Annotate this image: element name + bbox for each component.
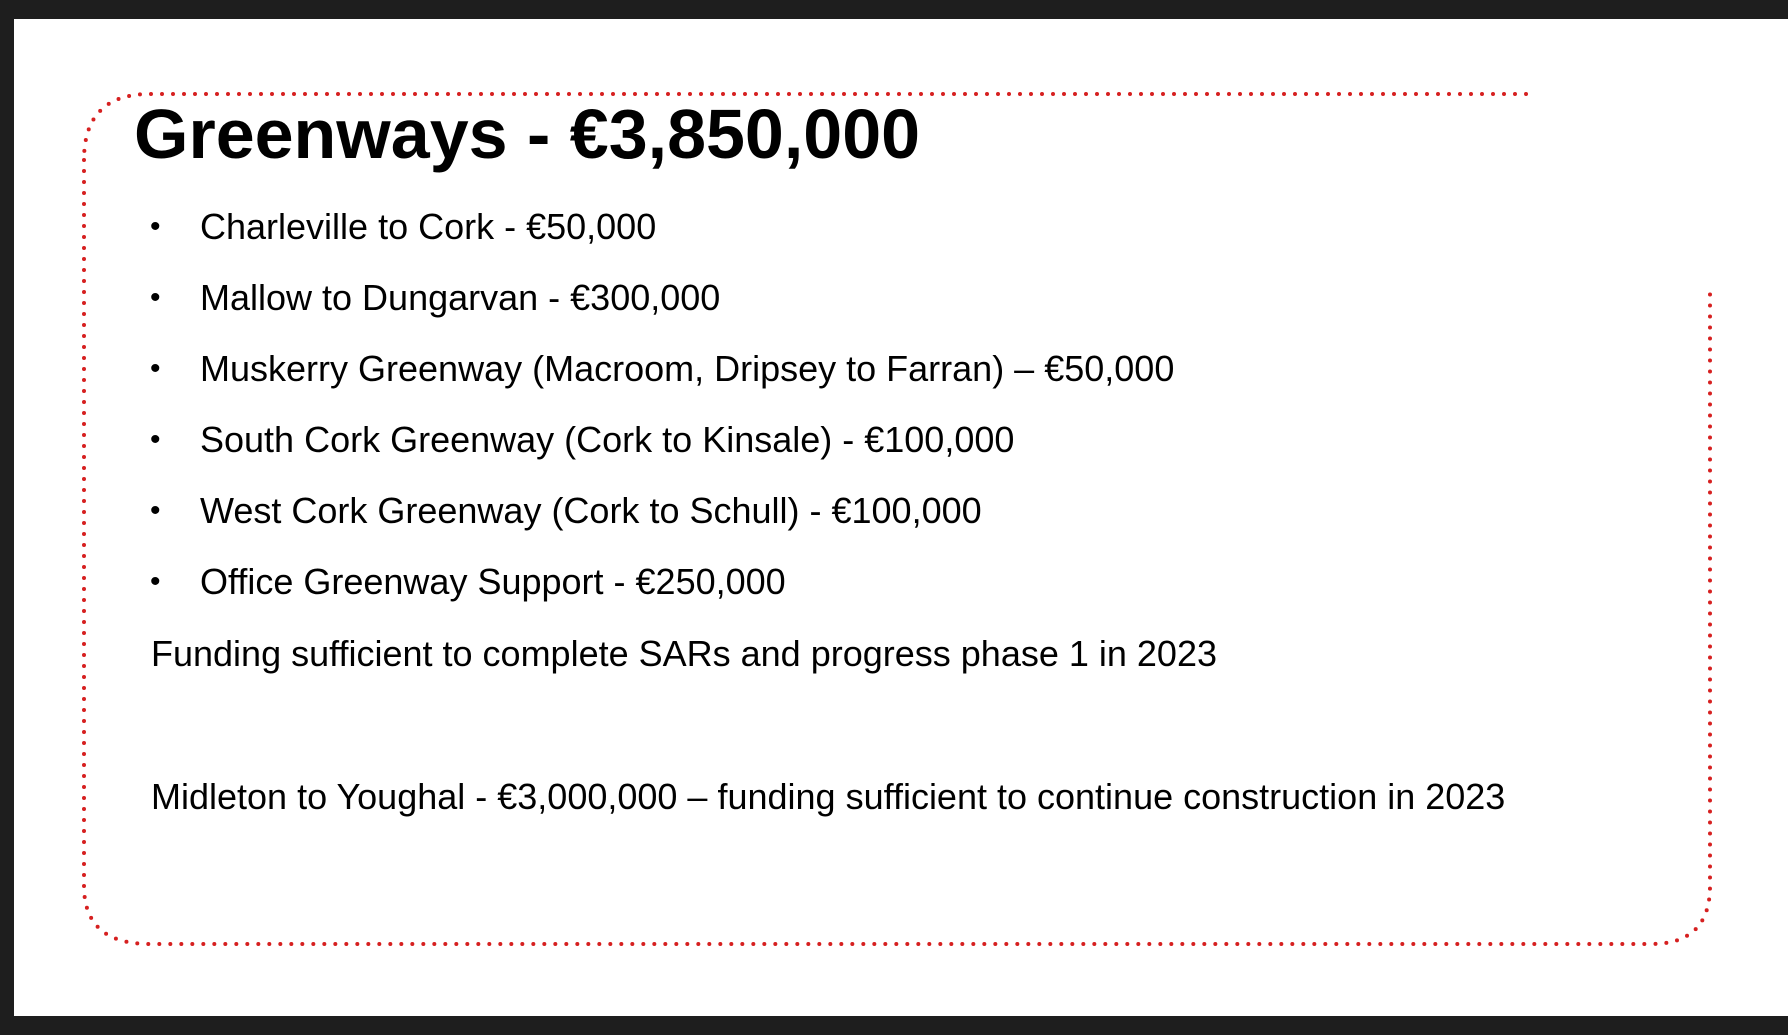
bullet-icon: •: [150, 210, 161, 243]
bullet-icon: •: [150, 423, 161, 456]
list-item-text: Office Greenway Support - €250,000: [200, 561, 786, 602]
bullet-icon: •: [150, 494, 161, 527]
list-item: [150, 277, 1174, 348]
list-item-text: South Cork Greenway (Cork to Kinsale) - €100,000: [200, 419, 1015, 460]
bullet-icon: •: [150, 352, 161, 385]
funding-note: Funding sufficient to complete SARs and progress phase 1 in 2023: [151, 633, 1217, 674]
bullet-icon: •: [150, 281, 161, 314]
list-item: [150, 561, 1174, 632]
list-item-text: West Cork Greenway (Cork to Schull) - €100,000: [200, 490, 982, 531]
greenway-list: [150, 206, 1174, 632]
list-item-text: Charleville to Cork - €50,000: [200, 206, 657, 247]
list-item: [150, 206, 1174, 277]
bullet-icon: •: [150, 565, 161, 598]
list-item: [150, 490, 1174, 561]
list-item: [150, 348, 1174, 419]
slide: [14, 19, 1788, 1016]
midleton-note: Midleton to Youghal - €3,000,000 – funding sufficient to continue construction in 2023: [151, 776, 1506, 817]
list-item: [150, 419, 1174, 490]
list-item-text: Mallow to Dungarvan - €300,000: [200, 277, 721, 318]
slide-title: Greenways - €3,850,000: [134, 95, 921, 173]
list-item-text: Muskerry Greenway (Macroom, Dripsey to Farran) – €50,000: [200, 348, 1175, 389]
